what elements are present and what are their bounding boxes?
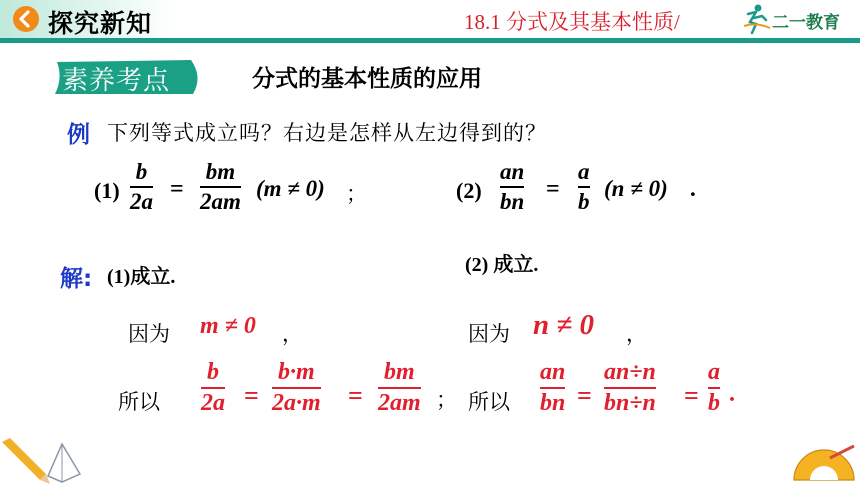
numerator: a (708, 359, 720, 385)
equals-sign: = (684, 381, 699, 410)
fraction-bar (604, 387, 656, 389)
fraction-bar (378, 387, 421, 389)
numerator: b (207, 359, 219, 385)
solution1-because-expr: m ≠ 0 (200, 313, 256, 339)
equals-sign: = (244, 381, 259, 410)
numerator: an÷n (604, 359, 656, 385)
solution1-comma: ， (282, 322, 303, 346)
equals-sign: = (170, 176, 184, 202)
back-button[interactable] (13, 6, 39, 32)
runner-icon (744, 5, 770, 34)
fraction-bar (200, 186, 241, 188)
eq2-lhs-fraction (500, 160, 524, 214)
eq2-rhs-denominator: b (578, 189, 590, 215)
eq1-condition: (m ≠ 0) (256, 176, 325, 201)
eq1-index: (1) (94, 178, 120, 203)
solution2-end-punct: . (729, 381, 735, 407)
topic-badge-label: 素养考点 (62, 66, 171, 96)
eq1-end-punct: ； (346, 182, 367, 206)
solution2-so-label: 所以 (468, 390, 510, 414)
svg-text:二一教育: 二一教育 (772, 13, 840, 33)
denominator: 2a (201, 390, 225, 417)
equals-sign: = (348, 381, 363, 410)
fraction-bar (540, 387, 565, 389)
numerator: bm (384, 359, 415, 385)
fraction-bar (201, 387, 225, 389)
eq1-rhs-denominator: 2am (200, 189, 241, 215)
denominator: 2am (378, 390, 421, 417)
fraction-bar (130, 186, 153, 188)
pencil-and-pyramid-decoration (0, 430, 100, 484)
protractor-decoration (790, 440, 860, 484)
chevron-left-icon (13, 6, 39, 32)
solution2-comma: ， (626, 322, 647, 346)
solution1-so-label: 所以 (118, 390, 160, 414)
topic-title: 分式的基本性质的应用 (252, 66, 482, 92)
numerator: b·m (278, 359, 315, 385)
example-question: 下列等式成立吗？右边是怎样从左边得到的？ (107, 121, 547, 145)
eq2-rhs-fraction (578, 160, 590, 214)
pencil-icon (2, 438, 50, 484)
fraction-bar (578, 186, 590, 188)
protractor-icon (794, 446, 854, 480)
solution2-because-expr: n ≠ 0 (533, 309, 595, 341)
eq1-lhs-denominator: 2a (130, 189, 153, 215)
solution2-fraction-3 (708, 360, 720, 416)
eq2-lhs-denominator: bn (500, 189, 525, 215)
denominator: b (708, 390, 720, 417)
solution2-fraction-1 (540, 360, 565, 416)
denominator: bn÷n (604, 390, 656, 417)
solution2-fraction-2 (604, 360, 656, 416)
solution2-because-label: 因为 (468, 322, 510, 346)
fraction-bar (272, 387, 321, 389)
solution1-result: (1)成立. (107, 266, 176, 288)
denominator: bn (540, 390, 566, 417)
brand-logo (742, 2, 852, 36)
solution1-end-punct: ； (436, 388, 457, 412)
numerator: an (540, 359, 566, 385)
solution1-because-label: 因为 (128, 322, 170, 346)
solution1-fraction-2 (272, 360, 321, 416)
solution1-fraction-1 (201, 360, 225, 416)
eq2-index: (2) (456, 178, 482, 203)
eq1-lhs-numerator: b (135, 159, 148, 184)
fraction-bar (500, 186, 524, 188)
eq2-end-punct: . (690, 176, 696, 201)
pyramid-icon (48, 444, 80, 482)
eq1-rhs-fraction (200, 160, 241, 214)
solution1-fraction-3 (378, 360, 421, 416)
solution2-result: (2) 成立. (465, 254, 539, 276)
eq1-rhs-numerator: bm (205, 159, 236, 184)
lesson-title: 18.1 分式及其基本性质/ (464, 10, 680, 34)
example-label: 例 (67, 122, 90, 148)
eq2-rhs-numerator: a (578, 159, 590, 184)
equals-sign: = (577, 381, 592, 410)
eq1-lhs-fraction (130, 160, 153, 214)
fraction-bar (708, 387, 720, 389)
solution-label: 解: (60, 266, 93, 292)
eq2-lhs-numerator: an (500, 159, 525, 184)
section-title: 探究新知 (48, 9, 153, 38)
denominator: 2a·m (272, 390, 321, 417)
eq2-condition: (n ≠ 0) (604, 176, 668, 201)
equals-sign: = (546, 176, 560, 202)
